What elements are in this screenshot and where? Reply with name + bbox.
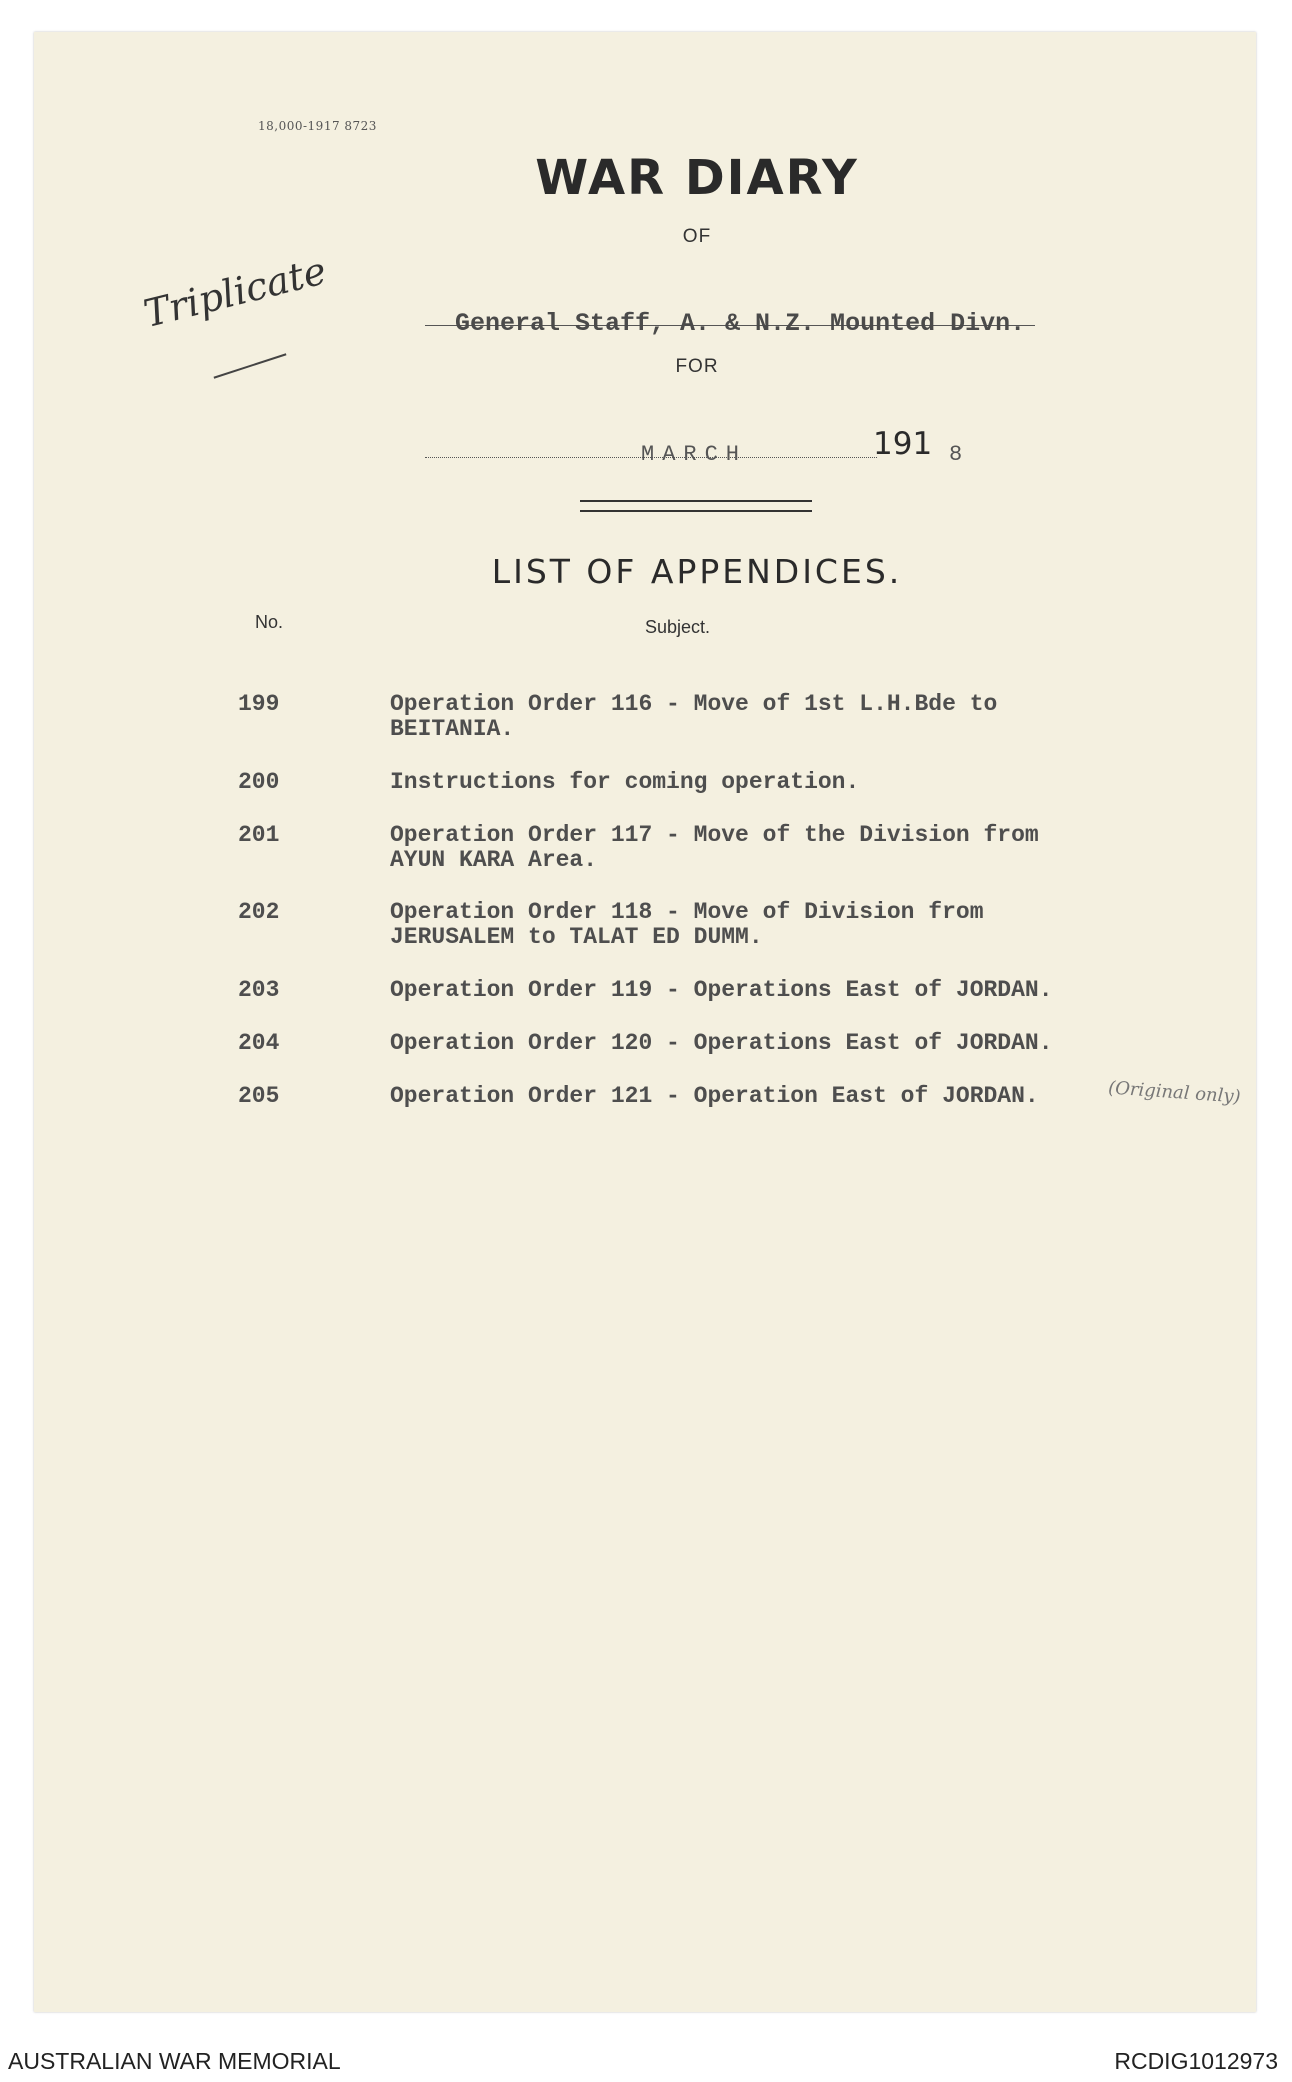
appendix-list — [238, 692, 1138, 1137]
double-divider — [580, 500, 812, 512]
handwritten-note: Triplicate — [139, 248, 331, 336]
list-item — [238, 692, 1138, 770]
entry-subject: Instructions for coming operation. — [390, 769, 860, 795]
year-prefix: 191 — [873, 426, 933, 462]
page-title: WAR DIARY — [535, 150, 859, 206]
list-item — [238, 1031, 1138, 1084]
unit-line — [425, 303, 1035, 338]
entry-subject: Operation Order 119 - Operations East of JORDAN. — [390, 977, 1053, 1003]
entry-number: 205 — [238, 1083, 280, 1109]
entry-subject: Operation Order 116 - Move of 1st L.H.Bde to BEITANIA. — [390, 691, 998, 742]
entry-number: 204 — [238, 1030, 280, 1056]
column-header-subject: Subject. — [645, 617, 711, 637]
entry-number: 203 — [238, 977, 280, 1003]
entry-number: 200 — [238, 769, 280, 795]
print-code: 18,000-1917 8723 — [258, 119, 377, 133]
entry-subject: Operation Order 117 - Move of the Division from AYUN KARA Area. — [390, 822, 1039, 873]
list-item — [238, 770, 1138, 823]
entry-number: 199 — [238, 691, 280, 717]
unit-name: General Staff, A. & N.Z. Mounted Divn. — [455, 309, 1026, 338]
list-item — [238, 823, 1138, 900]
column-header-no: No. — [255, 612, 284, 632]
footer-id: RCDIG1012973 — [1114, 2048, 1278, 2074]
handwritten-annotation: (Original only) — [1107, 1077, 1242, 1108]
month-value: MARCH — [641, 442, 748, 467]
for-label: FOR — [675, 356, 719, 377]
entry-number: 201 — [238, 822, 280, 848]
entry-subject: Operation Order 120 - Operations East of JORDAN. — [390, 1030, 1053, 1056]
entry-subject: Operation Order 121 - Operation East of JORDAN. — [390, 1083, 1039, 1109]
list-item — [238, 1084, 1138, 1137]
entry-subject: Operation Order 118 - Move of Division from JERUSALEM to TALAT ED DUMM. — [390, 899, 984, 950]
year-suffix: 8 — [949, 442, 963, 467]
date-line — [425, 424, 975, 467]
appendix-heading: LIST OF APPENDICES. — [491, 552, 903, 591]
entry-number: 202 — [238, 899, 280, 925]
of-label: OF — [682, 226, 712, 247]
list-item — [238, 978, 1138, 1031]
list-item — [238, 900, 1138, 978]
footer-source: AUSTRALIAN WAR MEMORIAL — [8, 2048, 341, 2074]
